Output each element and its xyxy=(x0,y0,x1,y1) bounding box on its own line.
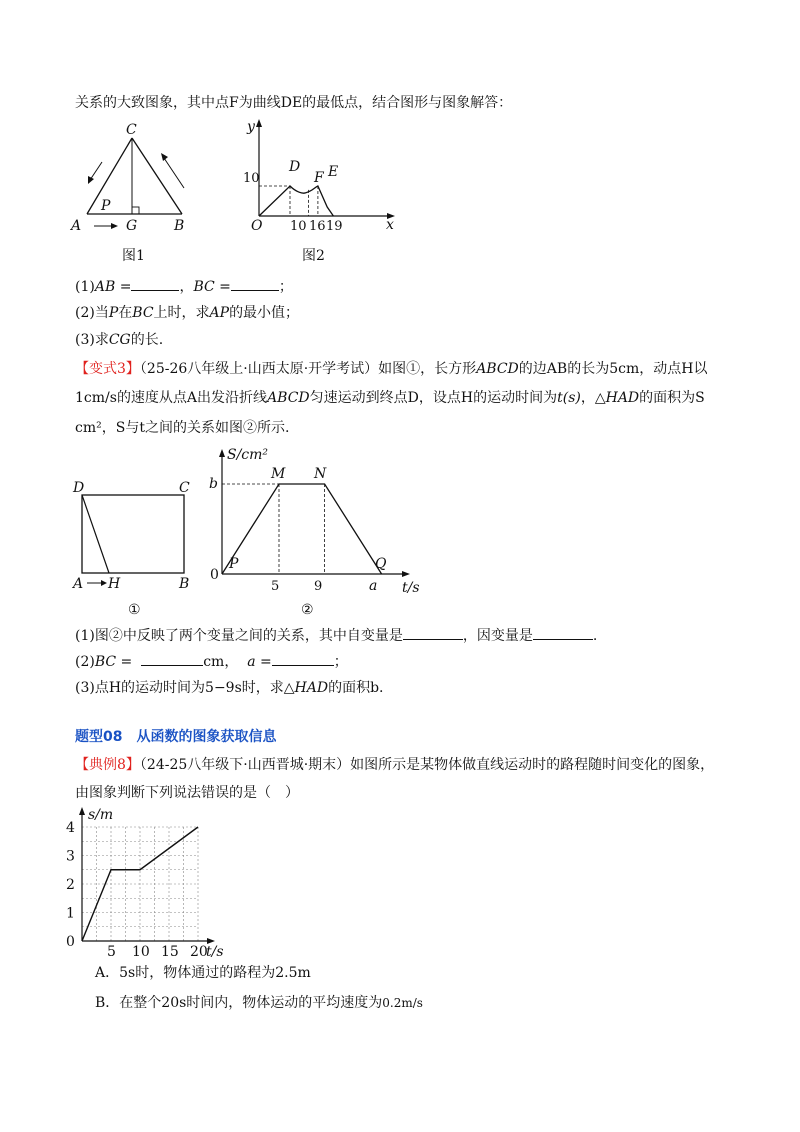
answer-blank-a[interactable] xyxy=(272,651,334,666)
p2-q1: (1)图②中反映了两个变量之间的关系，其中自变量是 ，因变量是 . xyxy=(75,625,597,646)
y-axis-arrow xyxy=(256,119,262,127)
y-label: S/cm² xyxy=(227,447,269,463)
answer-blank-ab[interactable] xyxy=(131,276,179,291)
y-tick-label: 4 xyxy=(66,820,75,836)
y-tick-label: 0 xyxy=(66,934,75,950)
p2-q2: (2)BC = cm， a = ； xyxy=(75,651,348,672)
function-curve xyxy=(259,186,333,216)
x-tick-19: 19 xyxy=(326,219,343,234)
tri-side-cb xyxy=(132,138,182,214)
x-tick-9: 9 xyxy=(314,579,323,594)
y-tick-label: 3 xyxy=(66,848,75,865)
x-label: t/s xyxy=(402,580,420,596)
label-p: P xyxy=(229,556,239,572)
answer-blank-bc[interactable] xyxy=(141,651,203,666)
label-f: F xyxy=(314,170,324,186)
arrow-bottom-head xyxy=(111,223,118,229)
p2-figure1-rectangle xyxy=(70,476,200,621)
p2-figure2-graph xyxy=(205,446,430,621)
caption-fig1: ① xyxy=(128,602,141,618)
label-d: D xyxy=(289,159,301,175)
label-a: A xyxy=(73,576,84,592)
label-n: N xyxy=(314,466,327,482)
label-c: C xyxy=(126,122,137,138)
label-a: a xyxy=(369,578,378,594)
y-label: s/m xyxy=(88,807,114,823)
rectangle-abcd xyxy=(82,495,184,573)
label-b: B xyxy=(179,576,190,592)
y-axis-arrow xyxy=(219,449,225,457)
y-axis-arrow xyxy=(79,807,85,815)
p1-q2: (2)当P在BC上时，求AP的最小值； xyxy=(75,305,300,321)
x-tick-10: 10 xyxy=(290,219,307,234)
p1-figure1-triangle xyxy=(70,118,195,270)
arrow-left-side xyxy=(90,162,102,180)
label-zero: 0 xyxy=(210,567,219,583)
x-tick-label: 5 xyxy=(107,944,116,960)
label-q: Q xyxy=(375,556,387,572)
label-b: B xyxy=(174,218,185,234)
caption-fig2: ② xyxy=(301,602,314,618)
p2-q3: (3)点H的运动时间为5−9s时，求△HAD的面积b. xyxy=(75,680,384,696)
x-tick-label: 15 xyxy=(161,944,179,960)
answer-blank-bc[interactable] xyxy=(231,276,279,291)
x-label: x xyxy=(386,217,394,233)
arrow-right-side xyxy=(164,158,184,188)
option-a[interactable]: A．5s时，物体通过的路程为2.5m xyxy=(95,965,311,981)
answer-blank-dependent[interactable] xyxy=(533,625,593,640)
example-tag: 【典例8】 xyxy=(75,757,140,773)
x-tick-label: 10 xyxy=(132,944,150,960)
distance-time-chart xyxy=(60,803,235,963)
arrow-a-to-h-head xyxy=(101,580,107,586)
p2-line2: 1cm/s的速度从点A出发沿折线ABCD匀速运动到终点D，设点H的运动时间为t(s)，△HAD的面积为S xyxy=(75,390,705,406)
label-h: H xyxy=(108,576,121,592)
area-function-line xyxy=(222,484,382,574)
arrow-right-head xyxy=(161,153,168,161)
p2-line1: 【变式3】（25-26八年级上·山西太原·开学考试）如图①，长方形ABCD的边AB的长为5cm，动点H以 xyxy=(75,361,708,377)
origin-label: O xyxy=(251,218,263,234)
segment-dh xyxy=(82,495,109,573)
section-title: 题型08 从函数的图象获取信息 xyxy=(75,729,277,745)
y-tick-10: 10 xyxy=(243,171,260,186)
caption-fig2: 图2 xyxy=(302,248,325,264)
label-g: G xyxy=(126,218,138,234)
p1-line1: 关系的大致图象，其中点F为曲线DE的最低点，结合图形与图象解答： xyxy=(75,95,513,111)
label-e: E xyxy=(328,164,339,180)
p3-line2: 由图象判断下列说法错误的是（ ） xyxy=(75,785,299,801)
label-p: P xyxy=(101,198,111,214)
p3-line1: 【典例8】（24-25八年级下·山西晋城·期末）如图所示是某物体做直线运动时的路程随时间变化的图象， xyxy=(75,757,715,773)
label-c: C xyxy=(179,480,190,496)
p2-line3: cm²，S与t之间的关系如图②所示. xyxy=(75,420,290,436)
label-a: A xyxy=(71,218,82,234)
x-axis-arrow xyxy=(402,571,410,577)
y-label: y xyxy=(247,119,255,135)
x-tick-5: 5 xyxy=(271,579,280,594)
option-b[interactable]: B．在整个20s时间内，物体运动的平均速度为0.2m/s xyxy=(95,995,423,1011)
label-m: M xyxy=(271,466,286,482)
p1-q3: (3)求CG的长. xyxy=(75,332,164,348)
arrow-left-head xyxy=(88,176,94,184)
caption-fig1: 图1 xyxy=(122,248,145,264)
x-tick-16: 16 xyxy=(309,219,326,234)
right-angle-mark xyxy=(132,207,139,214)
variant-tag: 【变式3】 xyxy=(75,361,140,377)
x-tick-label: 20 xyxy=(190,944,208,960)
x-label: t/s xyxy=(206,944,224,960)
label-b: b xyxy=(209,476,218,492)
y-tick-label: 2 xyxy=(66,877,75,893)
y-tick-label: 1 xyxy=(66,905,75,922)
p1-figure2-graph xyxy=(240,118,400,270)
label-d: D xyxy=(73,480,85,496)
p1-q1: (1)AB = ，BC = ； xyxy=(75,276,293,297)
answer-blank-independent[interactable] xyxy=(403,625,463,640)
